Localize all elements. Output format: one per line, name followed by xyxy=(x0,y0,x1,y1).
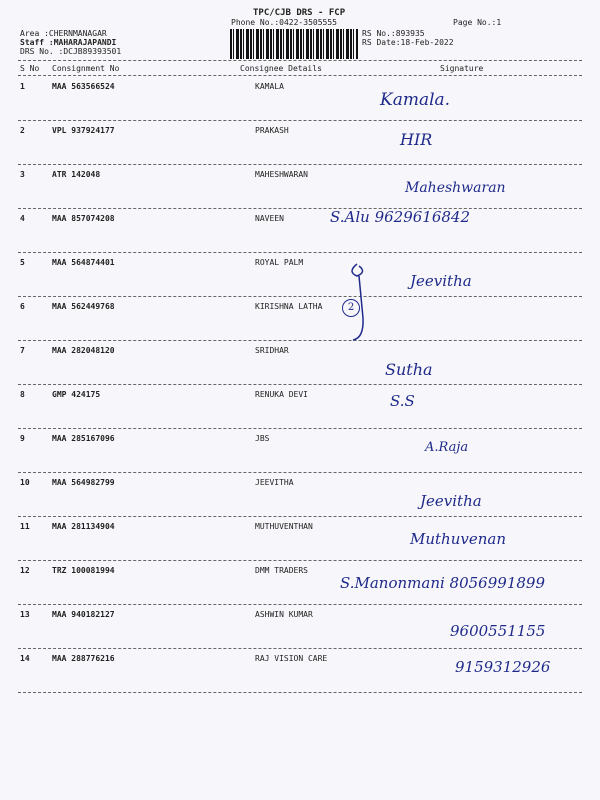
row-consignee: ROYAL PALM xyxy=(255,258,304,267)
column-header-consignment: Consignment No xyxy=(52,64,120,73)
row-consignment-no: MAA 563566524 xyxy=(52,82,115,91)
row-divider xyxy=(18,384,582,385)
row-sno: 9 xyxy=(20,434,25,443)
row-divider xyxy=(18,692,582,693)
row-signature: Jeevitha xyxy=(410,272,472,290)
phone-number: Phone No.:0422-3505555 xyxy=(231,18,337,27)
row-sno: 11 xyxy=(20,522,30,531)
row-signature: Kamala. xyxy=(380,90,451,110)
staff: Staff :MAHARAJAPANDI xyxy=(20,38,117,47)
row-sno: 14 xyxy=(20,654,30,663)
row-consignee: RENUKA DEVI xyxy=(255,390,308,399)
row-consignee: JBS xyxy=(255,434,270,443)
row-consignee: DMM TRADERS xyxy=(255,566,308,575)
row-consignee: PRAKASH xyxy=(255,126,289,135)
row-consignment-no: MAA 281134904 xyxy=(52,522,115,531)
row-consignment-no: MAA 285167096 xyxy=(52,434,115,443)
row-sno: 2 xyxy=(20,126,25,135)
row-sno: 7 xyxy=(20,346,25,355)
row-consignee: MUTHUVENTHAN xyxy=(255,522,313,531)
column-header-sno: S No xyxy=(20,64,40,73)
rs-date: RS Date:18-Feb-2022 xyxy=(362,38,454,47)
row-sno: 10 xyxy=(20,478,30,487)
row-sno: 3 xyxy=(20,170,25,179)
row-divider xyxy=(18,516,582,517)
header-rule-top xyxy=(18,60,582,61)
bracket-scrawl-icon xyxy=(345,258,385,348)
row-signature: S.Manonmani 8056991899 xyxy=(340,574,545,592)
drs-number: DRS No. :DCJB89393501 xyxy=(20,47,122,56)
area: Area :CHERNMANAGAR xyxy=(20,29,107,38)
row-signature: A.Raja xyxy=(425,440,469,455)
sheet-title: TPC/CJB DRS - FCP xyxy=(253,8,346,18)
row-divider xyxy=(18,296,582,297)
row-consignee: RAJ VISION CARE xyxy=(255,654,328,663)
row-divider xyxy=(18,472,582,473)
rs-number: RS No.:893935 xyxy=(362,29,425,38)
row-sno: 5 xyxy=(20,258,25,267)
barcode xyxy=(230,29,358,59)
row-consignment-no: MAA 940182127 xyxy=(52,610,115,619)
row-consignment-no: ATR 142048 xyxy=(52,170,101,179)
row-signature: HIR xyxy=(400,130,433,149)
row-consignee: MAHESHWARAN xyxy=(255,170,308,179)
row-divider xyxy=(18,560,582,561)
row-divider xyxy=(18,428,582,429)
row-signature: S.S xyxy=(390,392,415,410)
row-consignment-no: GMP 424175 xyxy=(52,390,101,399)
row-divider xyxy=(18,340,582,341)
row-consignment-no: VPL 937924177 xyxy=(52,126,115,135)
row-divider xyxy=(18,604,582,605)
row-consignee: KAMALA xyxy=(255,82,284,91)
row-consignee: ASHWIN KUMAR xyxy=(255,610,313,619)
row-consignment-no: TRZ 100081994 xyxy=(52,566,115,575)
row-consignment-no: MAA 564982799 xyxy=(52,478,115,487)
row-divider xyxy=(18,208,582,209)
row-sno: 6 xyxy=(20,302,25,311)
row-signature: Jeevitha xyxy=(420,492,482,510)
row-sno: 13 xyxy=(20,610,30,619)
row-divider xyxy=(18,252,582,253)
column-header-consignee: Consignee Details xyxy=(240,64,322,73)
row-sno: 4 xyxy=(20,214,25,223)
row-sno: 1 xyxy=(20,82,25,91)
column-header-signature: Signature xyxy=(440,64,484,73)
row-consignee: JEEVITHA xyxy=(255,478,294,487)
page-number: Page No.:1 xyxy=(453,18,502,27)
row-signature: Sutha xyxy=(385,360,433,379)
row-signature: 9600551155 xyxy=(450,622,546,640)
row-divider xyxy=(18,120,582,121)
row-consignee: KIRISHNA LATHA xyxy=(255,302,323,311)
row-consignment-no: MAA 857074208 xyxy=(52,214,115,223)
row-signature: 9159312926 xyxy=(455,658,551,676)
row-consignment-no: MAA 282048120 xyxy=(52,346,115,355)
row-consignment-no: MAA 562449768 xyxy=(52,302,115,311)
row-sno: 8 xyxy=(20,390,25,399)
header-rule-bottom xyxy=(18,75,582,76)
row-signature: Muthuvenan xyxy=(410,530,506,548)
row-signature: Maheshwaran xyxy=(405,180,506,196)
row-annotation: 2 xyxy=(342,299,360,317)
row-divider xyxy=(18,648,582,649)
row-consignee: SRIDHAR xyxy=(255,346,289,355)
row-sno: 12 xyxy=(20,566,30,575)
row-consignee: NAVEEN xyxy=(255,214,284,223)
row-signature: S.Alu 9629616842 xyxy=(330,208,471,226)
row-consignment-no: MAA 564874401 xyxy=(52,258,115,267)
row-divider xyxy=(18,164,582,165)
row-consignment-no: MAA 288776216 xyxy=(52,654,115,663)
